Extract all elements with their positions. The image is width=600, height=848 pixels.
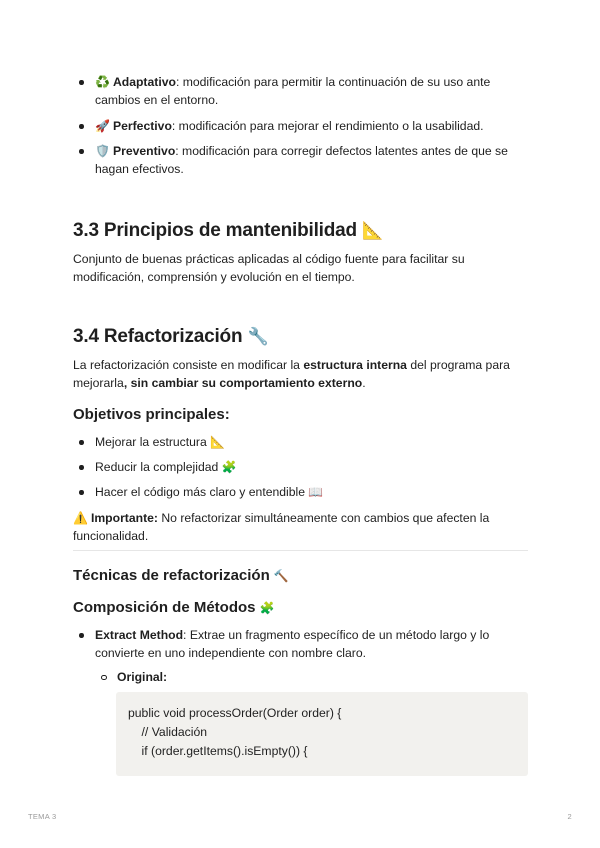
objectives-list (73, 433, 528, 501)
triangular-ruler-icon: 📐 (362, 221, 384, 241)
composition-list (73, 626, 528, 662)
hammer-icon: 🔨 (273, 569, 289, 583)
list-item: 🛡️ Preventivo: modificación para corregir defectos latentes antes de que se hagan efectivos. (73, 142, 528, 178)
composition-heading: Composición de Métodos 🧩 (73, 599, 275, 616)
list-item: Extract Method: Extrae un fragmento específico de un método largo y lo convierte en uno independiente con nombre claro. (73, 626, 528, 662)
recycle-icon: ♻️ (95, 75, 110, 89)
list-item: Mejorar la estructura 📐 (73, 433, 528, 451)
techniques-heading: Técnicas de refactorización 🔨 (73, 567, 289, 584)
maintenance-types-list (73, 73, 528, 178)
list-item: 🚀 Perfectivo: modificación para mejorar el rendimiento o la usabilidad. (73, 117, 528, 135)
important-note: ⚠️ Importante: No refactorizar simultáneamente con cambios que afecten la funcionalidad. (73, 511, 490, 543)
shield-icon: 🛡️ (95, 144, 110, 158)
code-line: // Validación (128, 725, 208, 739)
list-item: Original: (95, 668, 528, 686)
objectives-heading: Objetivos principales: (73, 406, 230, 423)
section-heading-3-3: 3.3 Principios de mantenibilidad 📐 (73, 220, 384, 241)
triangular-ruler-icon: 📐 (210, 435, 226, 449)
list-item: ♻️ Adaptativo: modificación para permitir la continuación de su uso ante cambios en el entorno. (73, 73, 528, 109)
list-item: Hacer el código más claro y entendible 📖 (73, 483, 528, 501)
rocket-icon: 🚀 (95, 119, 110, 133)
wrench-icon: 🔧 (247, 327, 269, 347)
extract-method-sublist (95, 668, 528, 686)
section-heading-3-4: 3.4 Refactorización 🔧 (73, 326, 269, 347)
section-3-4-body: La refactorización consiste en modificar la estructura interna del programa para mejorarla, sin cambiar su comportamiento externo. (73, 358, 510, 390)
code-line: public void processOrder(Order order) { (128, 706, 342, 720)
puzzle-piece-icon: 🧩 (259, 601, 275, 615)
code-block (116, 692, 528, 776)
warning-icon: ⚠️ (73, 511, 88, 525)
puzzle-piece-icon: 🧩 (221, 460, 237, 474)
list-item: Reducir la complejidad 🧩 (73, 458, 528, 476)
open-book-icon: 📖 (308, 485, 324, 499)
footer-chapter-label: TEMA 3 (28, 812, 57, 821)
divider (73, 550, 528, 551)
section-3-3-body: Conjunto de buenas prácticas aplicadas al código fuente para facilitar su modificación, comprensión y evolución en el tiempo. (73, 252, 465, 284)
code-line: if (order.getItems().isEmpty()) { (128, 744, 308, 758)
footer-page-number: 2 (567, 812, 572, 821)
